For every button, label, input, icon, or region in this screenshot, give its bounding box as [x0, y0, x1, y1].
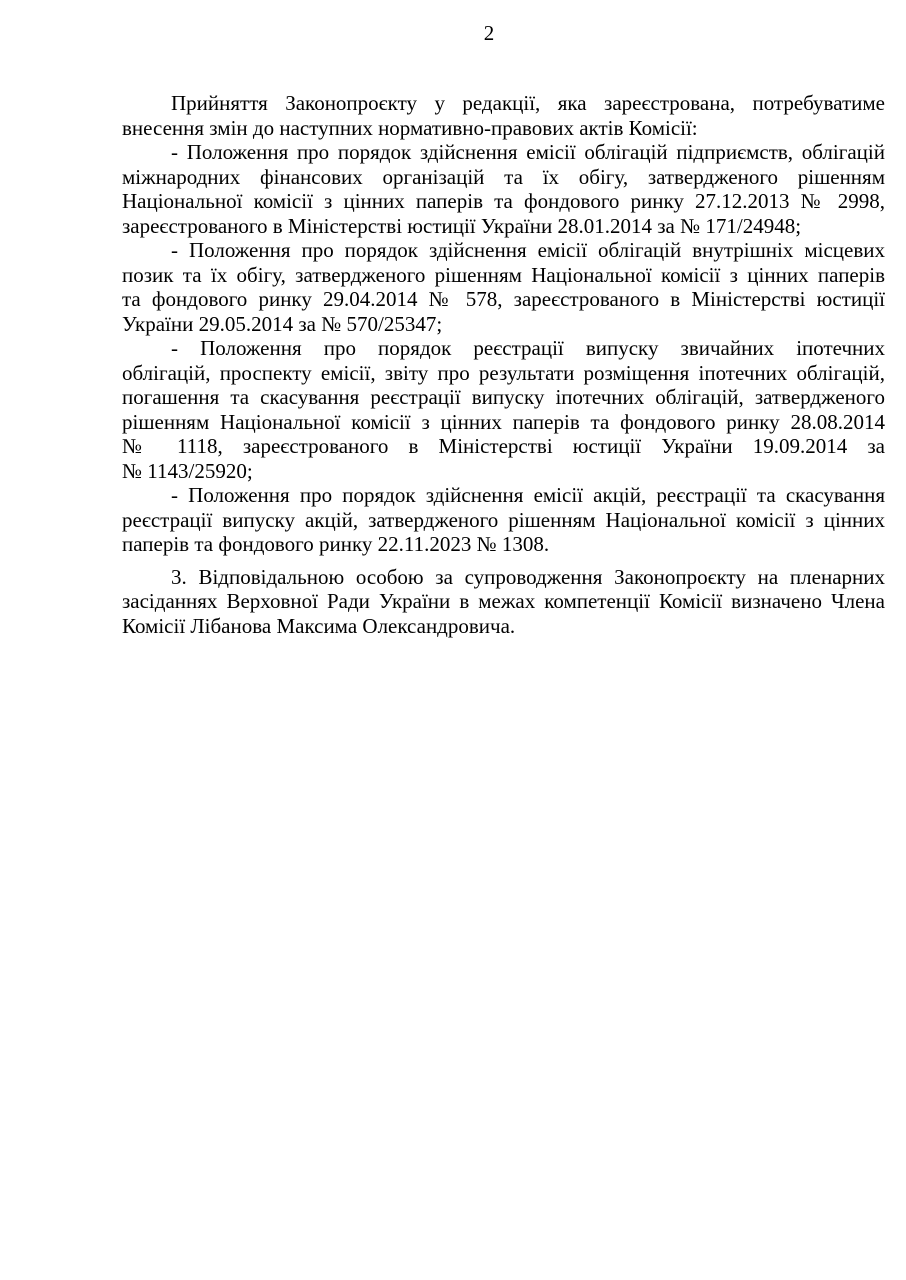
- text-line: паперів та фондового ринку 22.11.2023 № 1308.: [122, 532, 550, 556]
- text-line: реєстрації випуску акцій, затвердженого рішенням Національної комісії з цінних: [122, 507, 885, 532]
- text-line: - Положення про порядок здійснення емісії акцій, реєстрації та скасування: [171, 483, 885, 507]
- text-line: - Положення про порядок реєстрації випуску звичайних іпотечних: [171, 336, 885, 360]
- text-line: Національної комісії з цінних паперів та фондового ринку 27.12.2013 № 2998,: [122, 189, 885, 213]
- text-line: - Положення про порядок здійснення емісії облігацій внутрішніх місцевих: [171, 238, 885, 262]
- paragraph: [122, 91, 885, 140]
- text-line: Комісії Лібанова Максима Олександровича.: [122, 613, 516, 638]
- text-line: міжнародних фінансових організацій та їх обігу, затвердженого рішенням: [122, 164, 885, 189]
- paragraph: [122, 336, 885, 483]
- text-line: № 1118, зареєстрованого в Міністерстві юстиції України 19.09.2014 за: [122, 434, 885, 458]
- text-line: зареєстрованого в Міністерстві юстиції України 28.01.2014 за № 171/24948;: [122, 213, 802, 238]
- text-line: України 29.05.2014 за № 570/25347;: [122, 311, 443, 336]
- text-line: засіданнях Верховної Ради України в межах компетенції Комісії визначено Члена: [122, 589, 885, 613]
- text-line: 3. Відповідальною особою за супроводження Законопроєкту на пленарних: [171, 564, 885, 589]
- paragraph: [122, 483, 885, 557]
- text-line: № 1143/25920;: [122, 458, 253, 483]
- text-line: позик та їх обігу, затвердженого рішенням Національної комісії з цінних паперів: [122, 262, 885, 287]
- text-line: погашення та скасування реєстрації випуску іпотечних облігацій, затвердженого: [122, 385, 885, 409]
- text-line: - Положення про порядок здійснення емісії облігацій підприємств, облігацій: [171, 140, 885, 164]
- page-number: 2: [483, 21, 495, 45]
- text-line: облігацій, проспекту емісії, звіту про результати розміщення іпотечних облігацій,: [122, 360, 885, 385]
- text-line: Прийняття Законопроєкту у редакції, яка зареєстрована, потребуватиме: [171, 91, 885, 115]
- paragraph: [122, 238, 885, 336]
- text-line: та фондового ринку 29.04.2014 № 578, зареєстрованого в Міністерстві юстиції: [122, 287, 885, 311]
- paragraph: [122, 565, 885, 639]
- document-body: [122, 91, 885, 638]
- text-line: внесення змін до наступних нормативно-правових актів Комісії:: [122, 115, 698, 140]
- text-line: рішенням Національної комісії з цінних паперів та фондового ринку 28.08.2014: [122, 409, 885, 434]
- paragraph: [122, 140, 885, 238]
